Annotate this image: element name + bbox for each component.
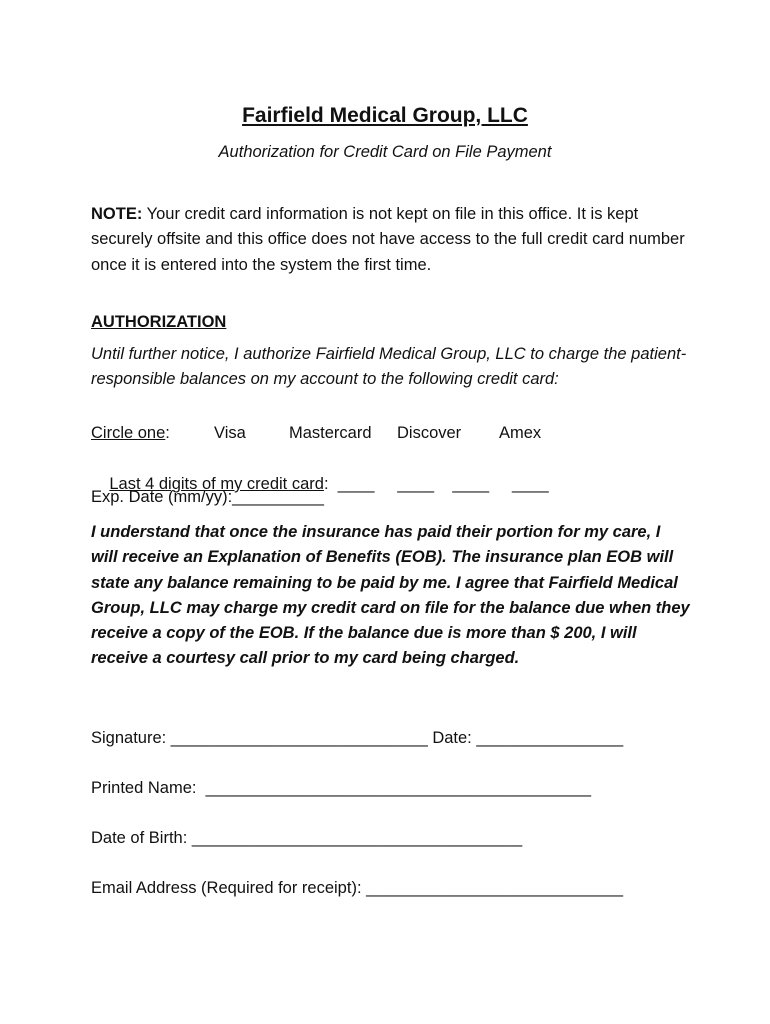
signature-date-field[interactable]: Signature: ____________________________ Date: ________________ [91,729,624,747]
note-text: Your credit card information is not kept on file in this office. It is kept securely offsite and this office does not have access to the full credit card number once it is entered into the system the first time. [91,205,685,274]
card-option-visa[interactable]: Visa [214,424,246,442]
agreement-paragraph: I understand that once the insurance has paid their portion for my care, I will receive an Explanation of Benefits (EOB). The insurance plan EOB will state any balance remaining to be paid by me. I agree that Fairfield Medical Group, LLC may charge my credit card on file for the balance due when they receive a copy of the EOB. If the balance due is more than $ 200, I will receive a courtesy call prior to my card being charged. [91,523,690,668]
email-address-field[interactable]: Email Address (Required for receipt): ____________________________ [91,879,624,897]
date-of-birth-field[interactable]: Date of Birth: ____________________________________ [91,829,523,847]
card-type-row [91,424,611,448]
last4-colon: : [323,475,329,493]
authorization-text: Until further notice, I authorize Fairfield Medical Group, LLC to charge the patient-responsible balances on my account to the following credit card: [91,345,687,389]
circle-one-label: Circle one [91,424,166,442]
exp-date-field[interactable]: Exp. Date (mm/yy):__________ [91,488,324,506]
last4-label: Last 4 digits of my credit card [109,475,324,493]
page-title: Fairfield Medical Group, LLC [242,104,528,127]
card-option-discover[interactable]: Discover [397,424,462,442]
printed-name-field[interactable]: Printed Name: __________________________________________ [91,779,592,797]
card-option-amex[interactable]: Amex [499,424,542,442]
page-subtitle: Authorization for Credit Card on File Payment [218,143,552,161]
note-label: NOTE: [91,205,143,223]
note-paragraph [91,202,691,278]
last4-blanks[interactable]: ____ ____ ____ ____ [328,475,549,493]
authorization-heading: AUTHORIZATION [91,313,227,331]
card-option-mastercard[interactable]: Mastercard [289,424,372,442]
circle-one-colon: : [165,424,170,442]
